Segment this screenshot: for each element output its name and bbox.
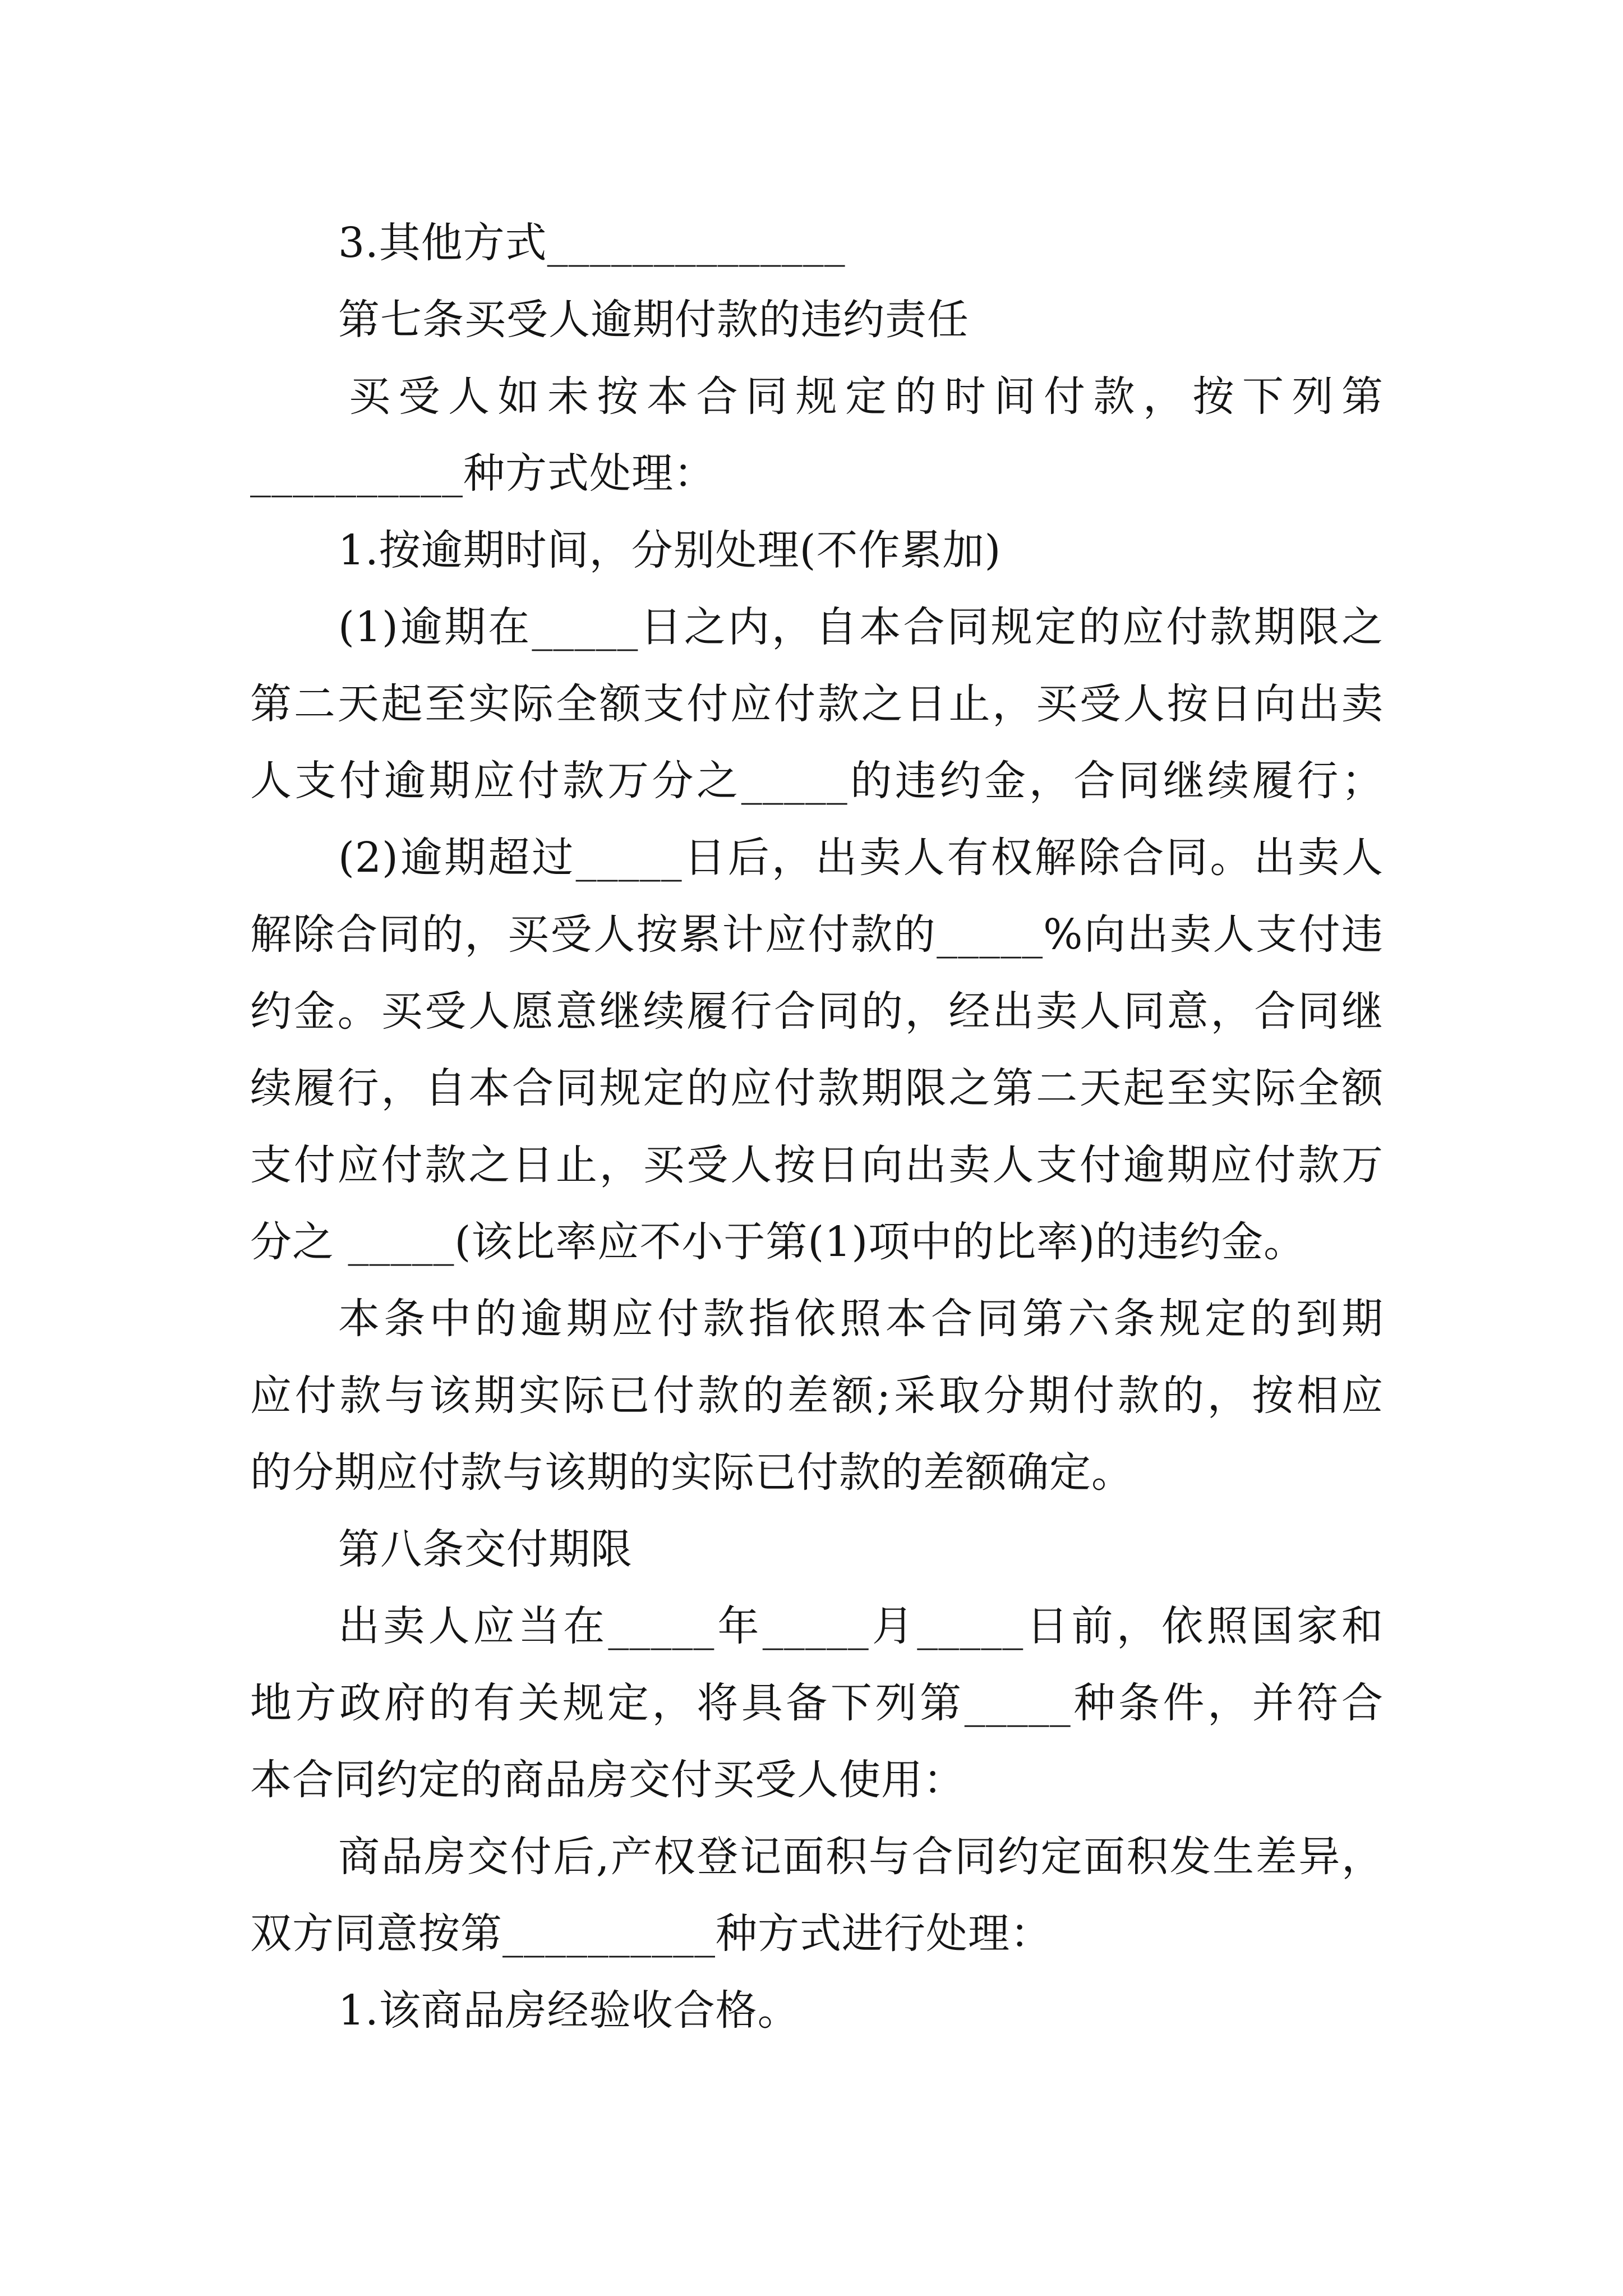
clause-line: 买受人如未按本合同规定的时间付款，按下列第 [349, 372, 1384, 421]
clause-item-line: 1.该商品房经验收合格。 [338, 1986, 800, 2035]
clause-line: 人支付逾期应付款万分之_____的违约金，合同继续履行； [250, 757, 1384, 805]
clause-line: 第二天起至实际全额支付应付款之日止，买受人按日向出卖 [250, 680, 1384, 728]
article-7-heading: 第七条买受人逾期付款的违约责任 [338, 296, 969, 344]
clause-line: 应付款与该期实际已付款的差额;采取分期付款的，按相应 [250, 1372, 1384, 1420]
clause-line: __________种方式处理： [250, 449, 716, 498]
article-8-heading: 第八条交付期限 [338, 1525, 633, 1573]
clause-paragraph-line: 商品房交付后,产权登记面积与合同约定面积发生差异， [338, 1833, 1384, 1881]
clause-line: 的分期应付款与该期的实际已付款的差额确定。 [250, 1448, 1133, 1497]
clause-line: 支付应付款之日止，买受人按日向出卖人支付逾期应付款万 [250, 1141, 1384, 1189]
clause-line: 本合同约定的商品房交付买受人使用： [250, 1756, 965, 1804]
clause-line: 双方同意按第__________种方式进行处理： [250, 1910, 1052, 1958]
clause-paragraph-line: 出卖人应当在_____年_____月_____日前，依照国家和 [338, 1602, 1384, 1650]
clause-line: 续履行，自本合同规定的应付款期限之第二天起至实际全额 [250, 1064, 1384, 1112]
document-body [250, 205, 1384, 2049]
clause-item-line: (1)逾期在_____日之内，自本合同规定的应付款期限之 [338, 603, 1384, 651]
payment-method-other-line: 3.其他方式______________ [338, 219, 846, 267]
clause-item-line: (2)逾期超过_____日后，出卖人有权解除合同。出卖人 [338, 834, 1384, 882]
clause-paragraph-line: 本条中的逾期应付款指依照本合同第六条规定的到期 [338, 1295, 1384, 1343]
clause-line: 分之 _____(该比率应不小于第(1)项中的比率)的违约金。 [250, 1218, 1306, 1266]
clause-line: 解除合同的，买受人按累计应付款的_____%向出卖人支付违 [250, 910, 1384, 959]
clause-item-line: 1.按逾期时间，分别处理(不作累加) [338, 526, 1002, 574]
clause-line: 约金。买受人愿意继续履行合同的，经出卖人同意，合同继 [250, 987, 1384, 1036]
clause-line: 地方政府的有关规定，将具备下列第_____种条件，并符合 [250, 1679, 1384, 1727]
